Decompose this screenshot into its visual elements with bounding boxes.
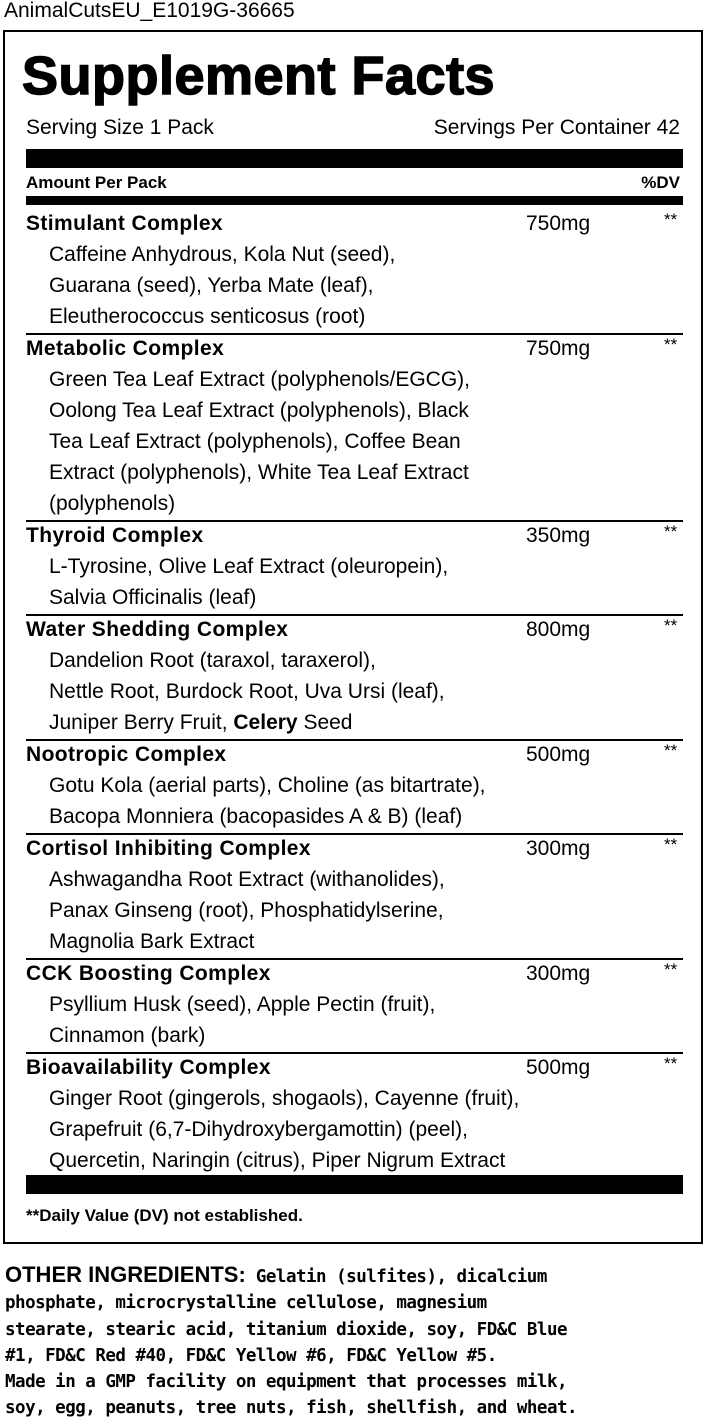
- complex-name: CCK Boosting Complex: [26, 962, 271, 985]
- ingredient-line: Cinnamon (bark): [49, 1024, 206, 1047]
- complex-amount: 800mg: [526, 618, 591, 641]
- section-divider: [26, 833, 683, 835]
- complex-dv: **: [664, 335, 678, 354]
- complex-dv: **: [664, 835, 678, 854]
- product-code: AnimalCutsEU_E1019G-36665: [4, 0, 295, 22]
- amount-per-pack-label: Amount Per Pack: [26, 173, 167, 192]
- ingredient-line: Salvia Officinalis (leaf): [49, 586, 257, 609]
- complex-amount: 750mg: [526, 337, 591, 360]
- ingredient-line: Tea Leaf Extract (polyphenols), Coffee Bean: [49, 430, 461, 453]
- complex-dv: **: [664, 1054, 678, 1073]
- thick-divider-bottom: [26, 1175, 683, 1194]
- section-divider: [26, 333, 683, 335]
- dv-header-label: %DV: [641, 173, 680, 192]
- complex-dv: **: [664, 741, 678, 760]
- complex-amount: 300mg: [526, 962, 591, 985]
- complex-name: Metabolic Complex: [26, 337, 225, 360]
- complex-amount: 500mg: [526, 743, 591, 766]
- complex-name: Bioavailability Complex: [26, 1056, 271, 1079]
- section-divider: [26, 739, 683, 741]
- complex-dv: **: [664, 522, 678, 541]
- complex-amount: 300mg: [526, 837, 591, 860]
- serving-size: Serving Size 1 Pack: [26, 116, 214, 139]
- ingredient-line: Ginger Root (gingerols, shogaols), Cayenne (fruit),: [49, 1087, 520, 1110]
- header-divider: [26, 196, 683, 205]
- allergen-statement: Made in a GMP facility on equipment that processes milk,: [5, 1372, 568, 1393]
- ingredient-line: Green Tea Leaf Extract (polyphenols/EGCG),: [49, 368, 470, 391]
- section-divider: [26, 958, 683, 960]
- ingredient-line: Caffeine Anhydrous, Kola Nut (seed),: [49, 243, 396, 266]
- ingredient-line: Bacopa Monniera (bacopasides A & B) (leaf): [49, 805, 463, 828]
- ingredient-line: L-Tyrosine, Olive Leaf Extract (oleuropein),: [49, 555, 449, 578]
- other-ingredients-text: phosphate, microcrystalline cellulose, magnesium: [5, 1293, 487, 1314]
- ingredient-line: Panax Ginseng (root), Phosphatidylserine,: [49, 899, 444, 922]
- ingredient-text: Seed: [297, 711, 353, 734]
- ingredient-line: Psyllium Husk (seed), Apple Pectin (fruit),: [49, 993, 436, 1016]
- ingredient-line: Ashwagandha Root Extract (withanolides),: [49, 868, 445, 891]
- ingredient-line: (polyphenols): [49, 492, 176, 515]
- panel-title: Supplement Facts: [22, 46, 496, 106]
- ingredient-line: Quercetin, Naringin (citrus), Piper Nigrum Extract: [49, 1149, 506, 1172]
- thick-divider-top: [26, 149, 683, 168]
- ingredient-line: Eleutherococcus senticosus (root): [49, 305, 366, 328]
- section-divider: [26, 614, 683, 616]
- ingredient-line: Oolong Tea Leaf Extract (polyphenols), Black: [49, 399, 469, 422]
- section-divider: [26, 520, 683, 522]
- ingredient-line: Extract (polyphenols), White Tea Leaf Extract: [49, 461, 469, 484]
- complex-amount: 350mg: [526, 524, 591, 547]
- other-ingredients-text: #1, FD&C Red #40, FD&C Yellow #6, FD&C Yellow #5.: [5, 1345, 497, 1366]
- complex-name: Water Shedding Complex: [26, 618, 289, 641]
- section-divider: [26, 1052, 683, 1054]
- allergen-statement: soy, egg, peanuts, tree nuts, fish, shellfish, and wheat.: [5, 1398, 578, 1419]
- complex-dv: **: [664, 616, 678, 635]
- other-ingredients-text: stearate, stearic acid, titanium dioxide, soy, FD&C Blue: [5, 1319, 568, 1340]
- complex-amount: 750mg: [526, 212, 591, 235]
- dv-footnote: **Daily Value (DV) not established.: [26, 1206, 303, 1225]
- ingredient-line: Guarana (seed), Yerba Mate (leaf),: [49, 274, 374, 297]
- complex-dv: **: [664, 210, 678, 229]
- ingredient-line: Dandelion Root (taraxol, taraxerol),: [49, 649, 376, 672]
- amount-header-row: [26, 170, 680, 196]
- serving-info: [26, 115, 680, 141]
- complex-dv: **: [664, 960, 678, 979]
- allergen-highlight: Celery: [233, 711, 298, 734]
- complex-name: Cortisol Inhibiting Complex: [26, 837, 311, 860]
- complex-name: Nootropic Complex: [26, 743, 227, 766]
- ingredient-line: Gotu Kola (aerial parts), Choline (as bitartrate),: [49, 774, 486, 797]
- complex-amount: 500mg: [526, 1056, 591, 1079]
- ingredient-line: Magnolia Bark Extract: [49, 930, 255, 953]
- complex-name: Stimulant Complex: [26, 212, 223, 235]
- ingredient-line: Nettle Root, Burdock Root, Uva Ursi (leaf),: [49, 680, 445, 703]
- servings-per-container: Servings Per Container 42: [433, 116, 680, 139]
- other-ingredients: [5, 1262, 578, 1422]
- complex-name: Thyroid Complex: [26, 524, 204, 547]
- other-ingredients-text: Gelatin (sulfites), dicalcium: [245, 1267, 547, 1287]
- ingredient-line: Grapefruit (6,7-Dihydroxybergamottin) (peel),: [49, 1118, 468, 1141]
- ingredient-text: Juniper Berry Fruit,: [49, 711, 234, 734]
- other-ingredients-label: OTHER INGREDIENTS:: [5, 1262, 246, 1287]
- ingredient-line: [49, 710, 353, 736]
